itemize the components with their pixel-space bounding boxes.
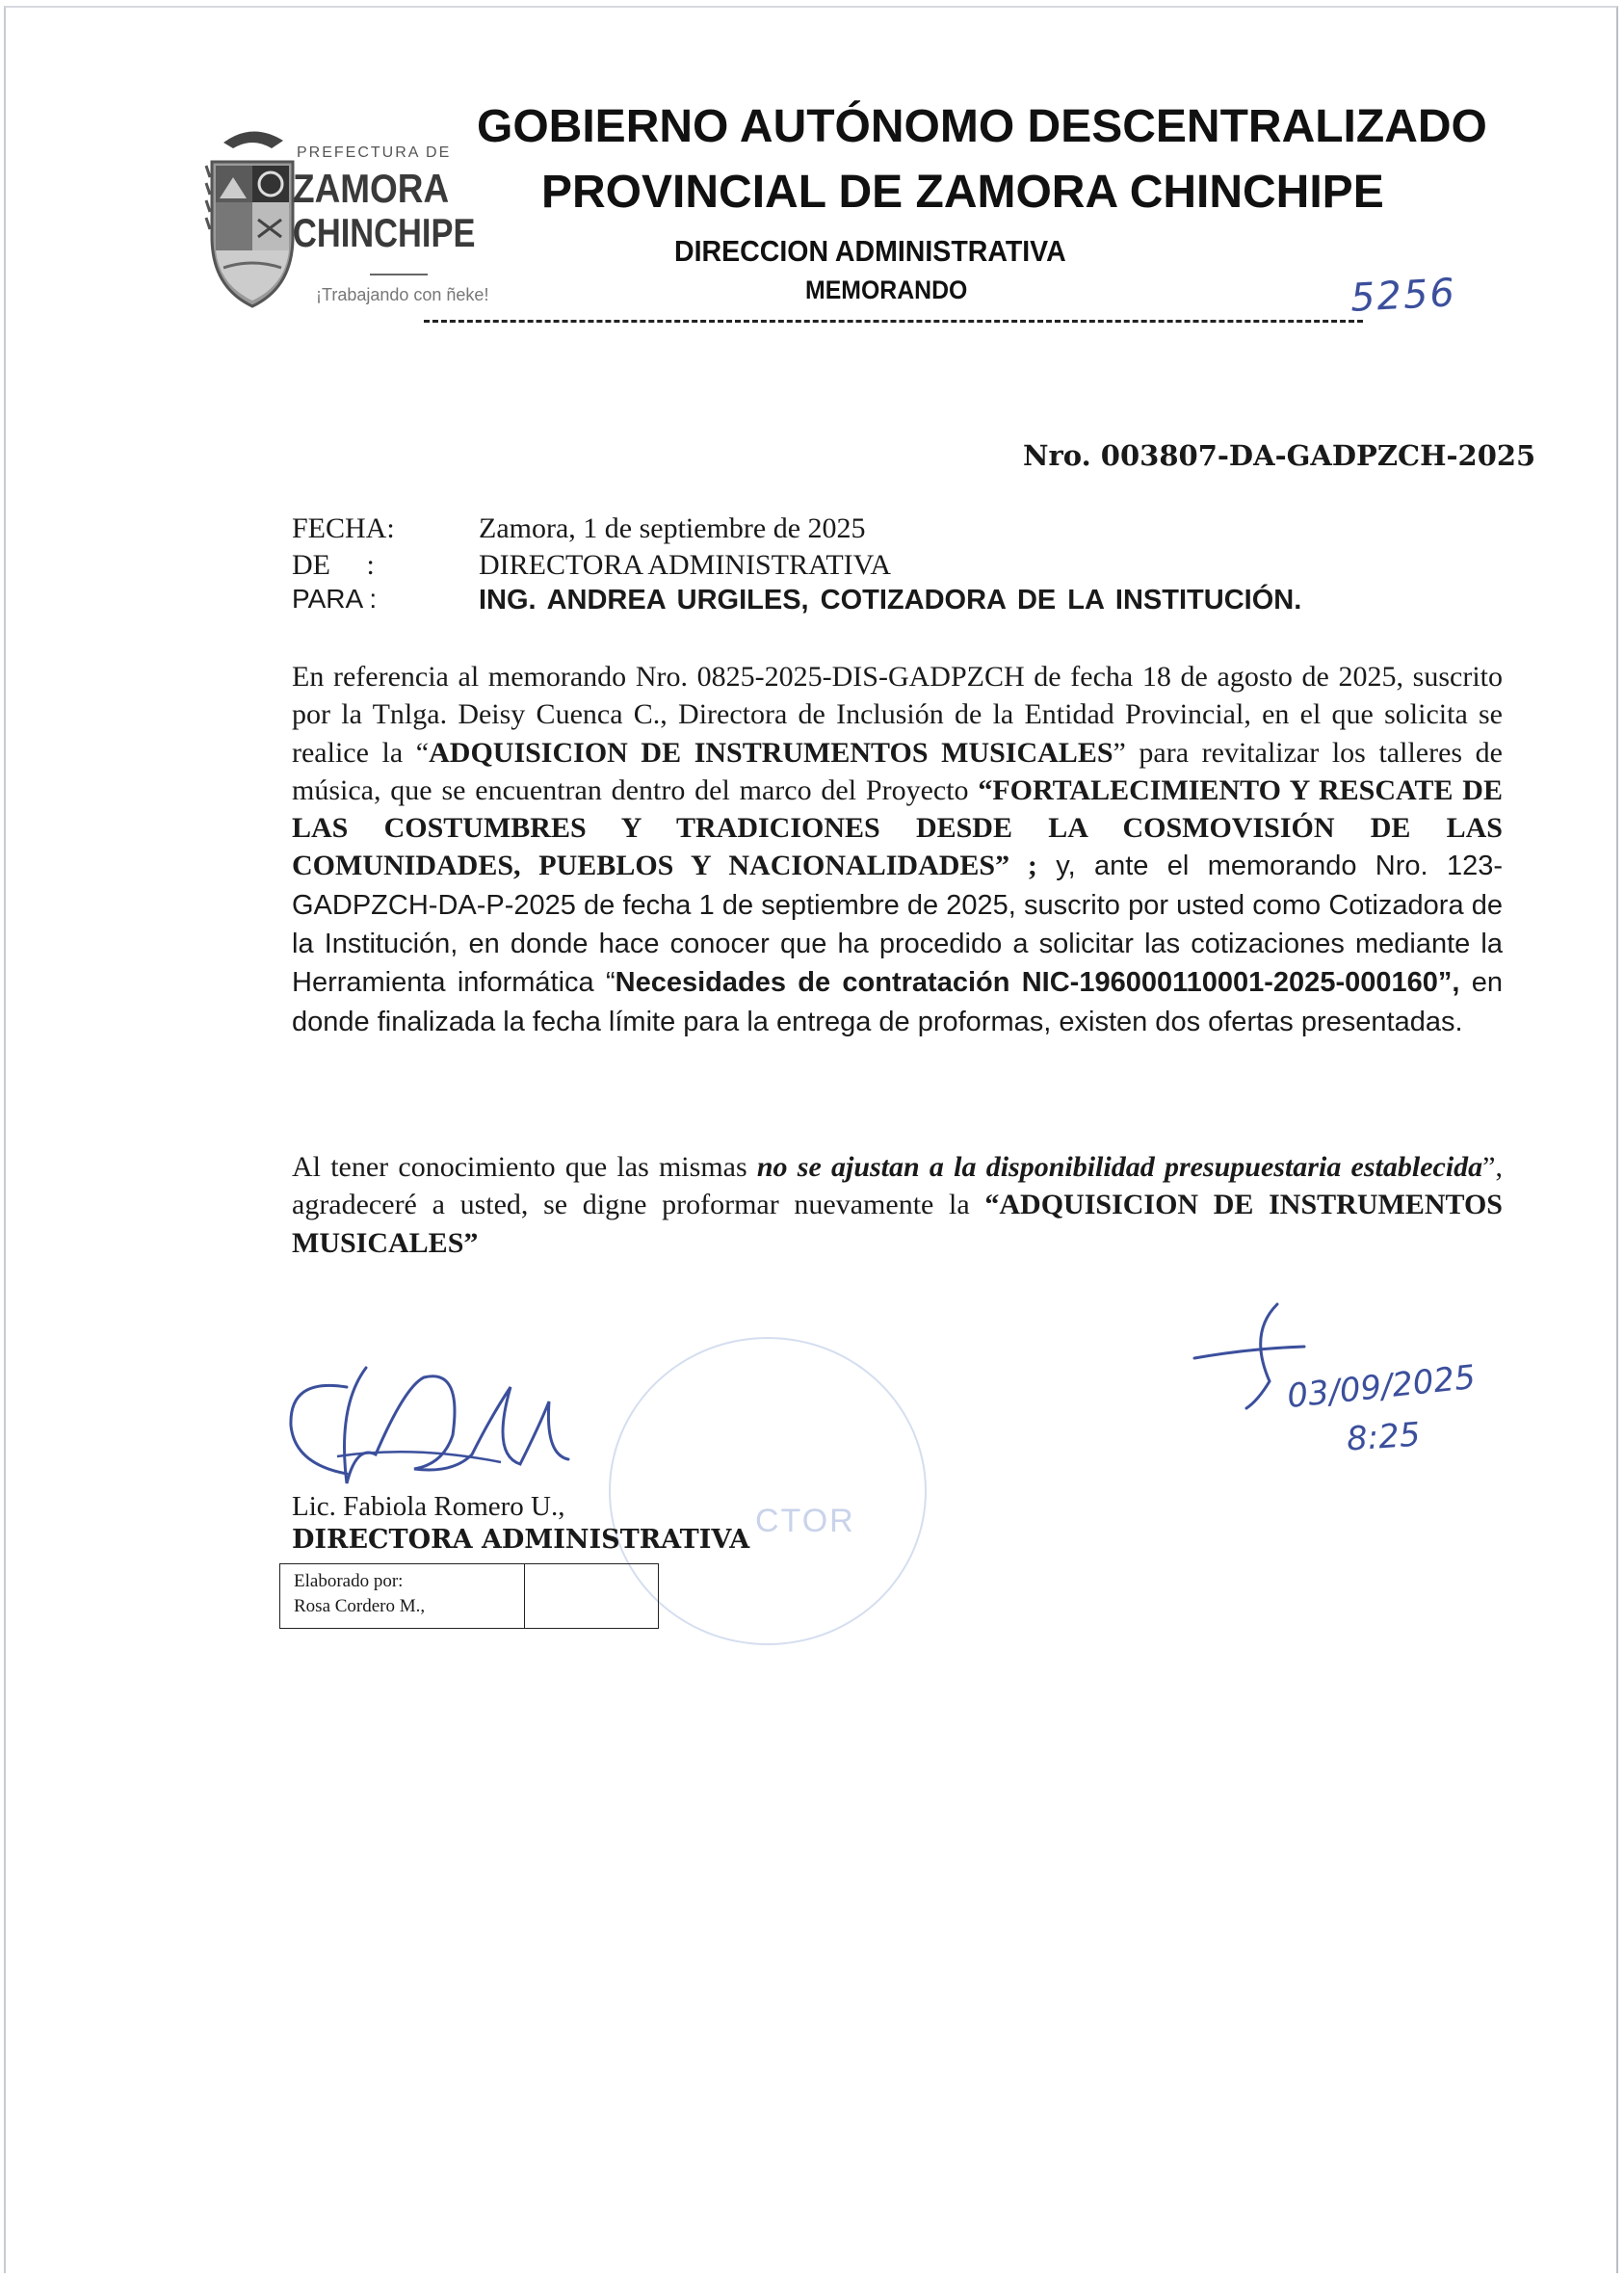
coat-of-arms-icon [204,123,301,321]
received-time: 8:25 [1345,1415,1422,1459]
elaborado-por-cell [280,1564,525,1629]
p1-text-a: En referencia al memorando Nro. 0825-2025-DIS-GADPZCH de fecha 18 de agosto de 2025, suscrito por la Tnlga. Deisy Cuenca C., Directora de Inclusión de la Entidad Provincial, en el que solicita se realice la “ [292,661,1503,769]
signer-title: DIRECTORA ADMINISTRATIVA [292,1525,750,1555]
para-value: ING. ANDREA URGILES, COTIZADORA DE LA INSTITUCIÓN. [479,585,1302,616]
handwritten-signature [279,1349,588,1512]
empty-initials-cell [525,1564,659,1629]
de-value: DIRECTORA ADMINISTRATIVA [479,549,892,581]
prefectura-logo [204,123,503,321]
de-label: DE : [292,549,375,581]
signer-name: Lic. Fabiola Romero U., [292,1491,565,1522]
body-paragraph-2 [292,1148,1503,1262]
elaborado-label: Elaborado por: [294,1571,404,1591]
p1-text-e: y, ante el memorando Nro. 123-GADPZCH-DA-P-2025 de fecha 1 de septiembre de 2025, suscrito por usted como Cotizadora de la Institución, en donde hace conocer que ha procedido a solicitar las cotizaciones mediante la Herramienta informática “ [292,851,1503,999]
body-paragraph-1 [292,658,1503,1041]
fecha-label: FECHA: [292,512,395,544]
logo-small-text: PREFECTURA DE [297,144,452,161]
p1-bold-acquisition: ADQUISICION DE INSTRUMENTOS MUSICALES [429,736,1113,769]
p2-bold-acquisition: “ADQUISICION DE INSTRUMENTOS MUSICALES” [292,1189,1503,1259]
elaborado-name: Rosa Cordero M., [294,1596,426,1616]
stamp-text: CTOR [755,1503,855,1539]
header-dashed-divider [424,320,1363,323]
p2-text-c: ”, agradeceré a usted, se digne proformar nuevamente la [292,1151,1503,1221]
logo-zamora: ZAMORA [293,166,450,211]
document-page [4,6,1618,2273]
logo-tagline: ¡Trabajando con ñeke! [316,285,489,304]
para-label: PARA : [292,584,378,614]
institution-title-line2: PROVINCIAL DE ZAMORA CHINCHIPE [541,167,1384,218]
department-name: DIRECCION ADMINISTRATIVA [674,234,1066,268]
p1-bold-project: “FORTALECIMIENTO Y RESCATE DE LAS COSTUMBRES Y TRADICIONES DESDE LA COSMOVISIÓN DE LAS COMUNIDADES, PUEBLOS Y NACIONALIDADES” ; [292,773,1503,882]
elaborado-por-table [279,1563,659,1629]
p1-bold-nic: Necesidades de contratación NIC-196000110001-2025-000160”, [615,967,1460,999]
logo-chinchipe: CHINCHIPE [293,210,476,255]
p2-italic-budget: no se ajustan a la disponibilidad presupuestaria establecida [756,1151,1483,1183]
logo-divider [370,274,428,275]
p2-text-a: Al tener conocimiento que las mismas [292,1151,757,1183]
received-date: 03/09/2025 [1285,1357,1478,1417]
fecha-value: Zamora, 1 de septiembre de 2025 [479,512,866,544]
p1-text-g: en donde finalizada la fecha límite para la entrega de proformas, existen dos ofertas presentadas. [292,967,1503,1037]
institution-title-line1: GOBIERNO AUTÓNOMO DESCENTRALIZADO [477,101,1487,152]
memo-number: Nro. 003807-DA-GADPZCH-2025 [1023,439,1536,472]
document-type: MEMORANDO [805,275,968,304]
handwritten-registry-number: 5256 [1349,271,1457,321]
p1-text-c: ” para revitalizar los talleres de música, que se encuentran dentro del marco del Proyecto [292,736,1503,806]
